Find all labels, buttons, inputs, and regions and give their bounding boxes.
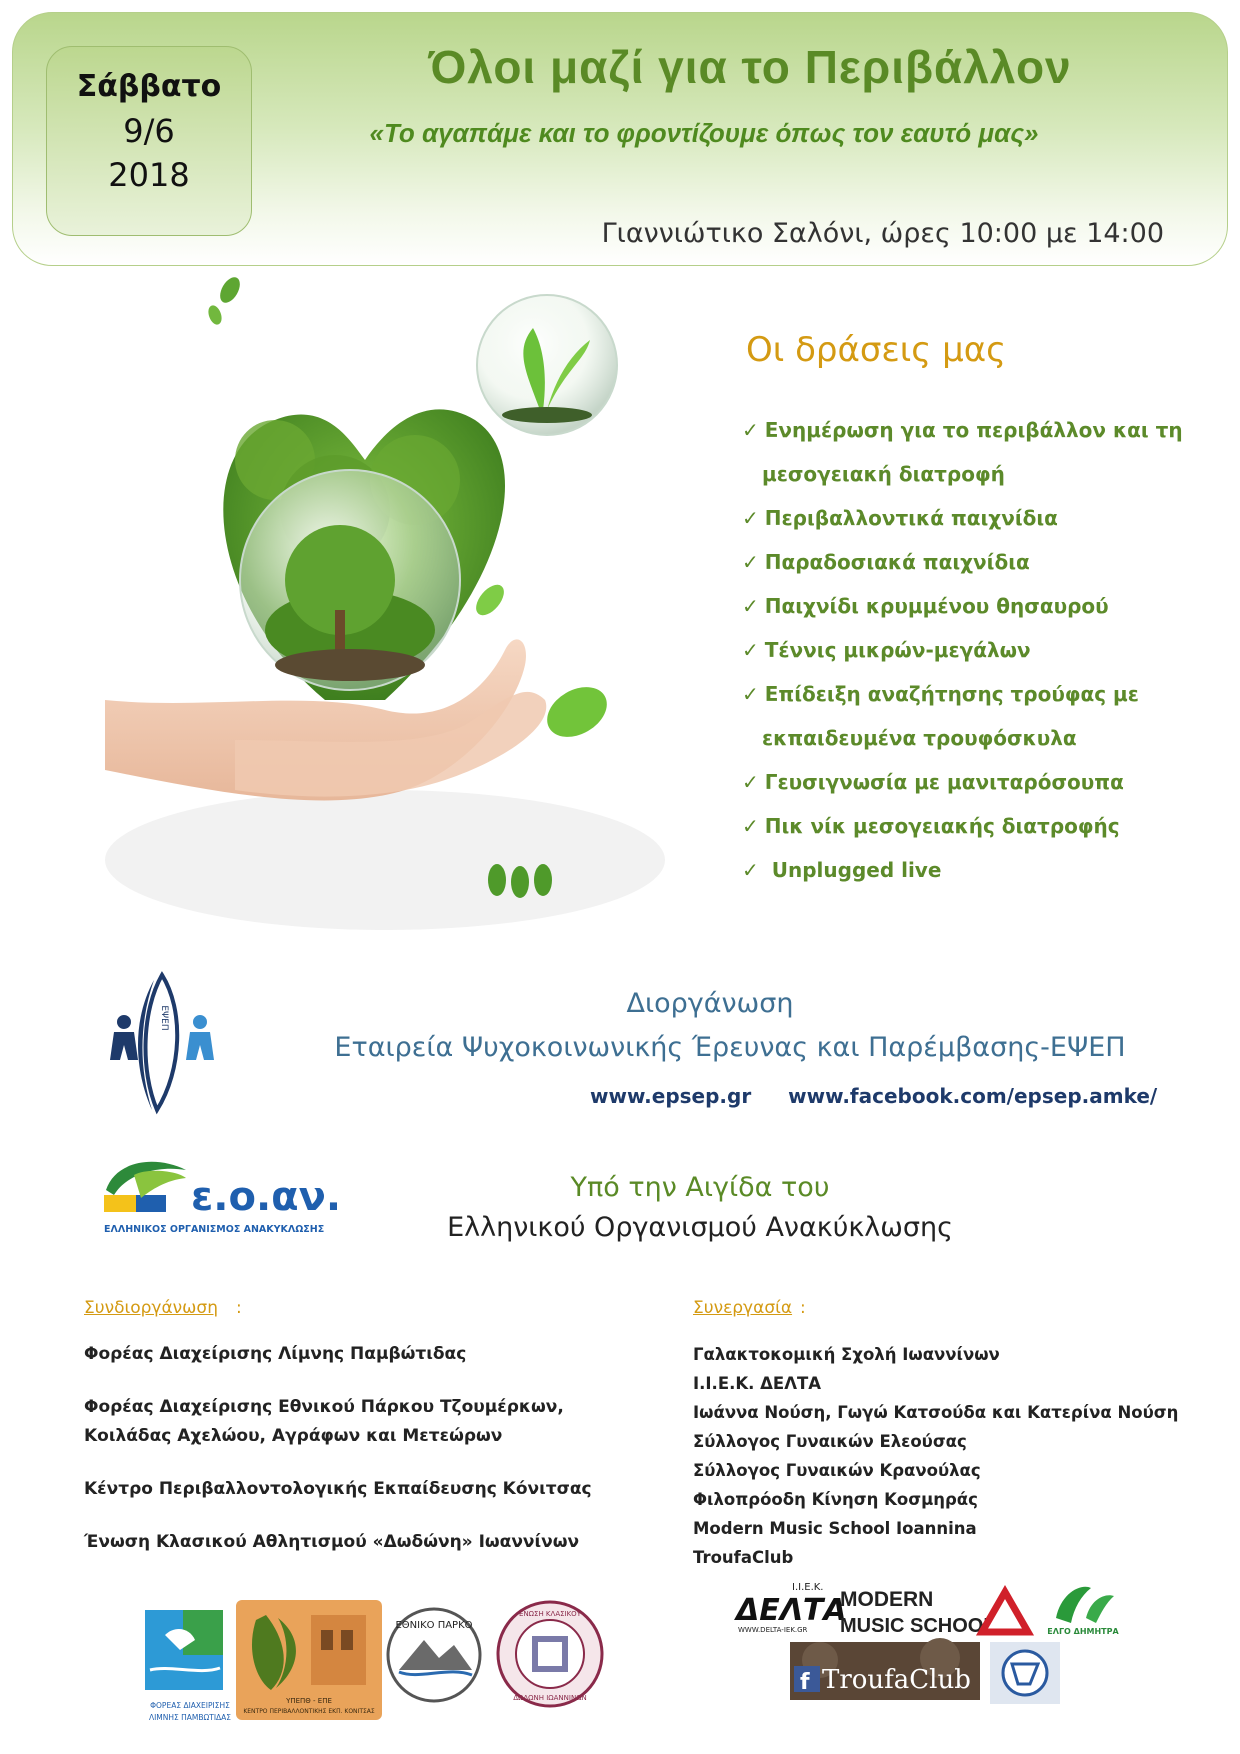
page-title: Όλοι μαζί για το Περιβάλλον <box>428 41 1072 93</box>
date-year: 2018 <box>108 156 190 194</box>
check-icon: ✓ <box>742 814 759 838</box>
dodoni-logo <box>496 1596 604 1712</box>
activity-item: ✓ Παραδοσιακά παιχνίδια <box>742 550 1030 574</box>
date-day: Σάββατο <box>76 69 222 104</box>
check-icon: ✓ <box>742 858 759 882</box>
activity-item: ✓ Τέννις μικρών-μεγάλων <box>742 638 1031 662</box>
list-item: Σύλλογος Γυναικών Κρανούλας <box>693 1461 981 1480</box>
svg-text:WWW.DELTA-IEK.GR: WWW.DELTA-IEK.GR <box>738 1626 808 1634</box>
check-icon: ✓ <box>742 682 759 706</box>
partner-emblem-logo <box>990 1642 1060 1704</box>
modern-music-school-logo <box>838 1584 996 1640</box>
list-item: Γαλακτοκομική Σχολή Ιωαννίνων <box>693 1345 1000 1364</box>
list-item: Ιωάννα Νούση, Γωγώ Κατσούδα και Κατερίνα Νούση <box>693 1403 1179 1422</box>
activity-item: ✓ Πικ νίκ μεσογειακής διατροφής <box>742 814 1120 838</box>
list-item: Φορέας Διαχείρισης Λίμνης Παμβώτιδας <box>84 1344 467 1364</box>
svg-text:ΥΠΕΠΘ - ΕΠΕ: ΥΠΕΠΘ - ΕΠΕ <box>286 1697 332 1705</box>
red-delta-logo <box>978 1588 1032 1636</box>
coorganization-heading: Συνδιοργάνωση <box>84 1298 218 1318</box>
aegis-name: Ελληνικού Οργανισμού Ανακύκλωσης <box>447 1212 953 1243</box>
eoan-logo <box>96 1150 346 1240</box>
svg-text:ΦΟΡΕΑΣ ΔΙΑΧΕΙΡΙΣΗΣ: ΦΟΡΕΑΣ ΔΙΑΧΕΙΡΙΣΗΣ <box>150 1701 230 1710</box>
activity-item: μεσογειακή διατροφή <box>762 462 1005 486</box>
check-icon: ✓ <box>742 638 759 662</box>
list-item: Ι.Ι.Ε.Κ. ΔΕΛΤΑ <box>693 1374 821 1393</box>
organizer-label: Διοργάνωση <box>626 988 794 1019</box>
svg-text:TroufaClub: TroufaClub <box>822 1665 971 1695</box>
activity-item: ✓ Περιβαλλοντικά παιχνίδια <box>742 506 1058 530</box>
svg-text:ΔΕΛΤΑ: ΔΕΛΤΑ <box>736 1593 847 1628</box>
svg-text:MUSIC SCHOOL: MUSIC SCHOOL <box>840 1615 996 1637</box>
svg-text:ε.ο.αν.: ε.ο.αν. <box>191 1174 342 1220</box>
check-icon: ✓ <box>742 506 759 530</box>
svg-text:ΔΩΔΩΝΗ ΙΩΑΝΝΙΝΩΝ: ΔΩΔΩΝΗ ΙΩΑΝΝΙΝΩΝ <box>513 1694 587 1702</box>
date-day-month: 9/6 <box>123 112 175 150</box>
svg-text:MODERN: MODERN <box>840 1588 934 1611</box>
list-item: Κέντρο Περιβαλλοντολογικής Εκπαίδευσης Κόνιτσας <box>84 1479 592 1499</box>
activity-item: ✓ Ενημέρωση για το περιβάλλον και τη <box>742 418 1183 442</box>
hero-illustration <box>85 270 685 942</box>
check-icon: ✓ <box>742 594 759 618</box>
check-icon: ✓ <box>742 550 759 574</box>
svg-text:f: f <box>800 1670 810 1695</box>
pamvotida-logo <box>140 1610 240 1730</box>
kpe-konitsa-logo <box>236 1600 382 1720</box>
svg-text:Ι.Ι.Ε.Κ.: Ι.Ι.Ε.Κ. <box>792 1582 824 1593</box>
list-item: Modern Music School Ioannina <box>693 1519 977 1538</box>
list-item: Φορέας Διαχείρισης Εθνικού Πάρκου Τζουμέρκων, Κοιλάδας Αχελώου, Αγράφων και Μετεώρων <box>84 1397 564 1446</box>
list-item: Σύλλογος Γυναικών Ελεούσας <box>693 1432 967 1451</box>
activities-title: Οι δράσεις μας <box>746 330 1007 370</box>
svg-text:ΛΙΜΝΗΣ ΠΑΜΒΩΤΙΔΑΣ: ΛΙΜΝΗΣ ΠΑΜΒΩΤΙΔΑΣ <box>148 1713 232 1722</box>
svg-text:ΚΕΝΤΡΟ ΠΕΡΙΒΑΛΛΟΝΤΙΚΗΣ ΕΚΠ. ΚΟ: ΚΕΝΤΡΟ ΠΕΡΙΒΑΛΛΟΝΤΙΚΗΣ ΕΚΠ. ΚΟΝΙΤΣΑΣ <box>243 1708 375 1715</box>
check-icon: ✓ <box>742 770 759 794</box>
facebook-link[interactable]: www.facebook.com/epsep.amke/ <box>788 1084 1158 1108</box>
elgo-dimitra-logo <box>1046 1578 1120 1642</box>
check-icon: ✓ <box>742 418 759 442</box>
venue-text: Γιαννιώτικο Σαλόνι, ώρες 10:00 με 14:00 <box>601 218 1164 249</box>
aegis-label: Υπό την Αιγίδα του <box>570 1172 830 1203</box>
svg-text:ΕΛΓΟ ΔΗΜΗΤΡΑ: ΕΛΓΟ ΔΗΜΗΤΡΑ <box>1047 1627 1119 1636</box>
activity-item: ✓ Παιχνίδι κρυμμένου θησαυρού <box>742 594 1109 618</box>
activity-item: ✓ Unplugged live <box>742 858 942 882</box>
cooperation-list <box>693 1340 1213 1572</box>
svg-text:ΕΘΝΙΚΟ ΠΑΡΚΟ: ΕΘΝΙΚΟ ΠΑΡΚΟ <box>395 1620 473 1631</box>
troufaclub-logo <box>790 1642 980 1700</box>
organizer-name: Εταιρεία Ψυχοκοινωνικής Έρευνας και Παρέμβασης-ΕΨΕΠ <box>334 1032 1126 1063</box>
activities-list <box>742 408 1212 892</box>
list-item: TroufaClub <box>693 1548 794 1567</box>
cooperation-heading: Συνεργασία <box>693 1298 793 1318</box>
delta-iek-logo <box>732 1580 847 1636</box>
activity-item: ✓ Επίδειξη αναζήτησης τρούφας με <box>742 682 1139 706</box>
list-item: Ένωση Κλασικού Αθλητισμού «Δωδώνη» Ιωαννίνων <box>84 1532 580 1552</box>
page-subtitle: «Το αγαπάμε και το φροντίζουμε όπως τον εαυτό μας» <box>369 118 1039 148</box>
list-item: Φιλοπρόοδη Κίνηση Κοσμηράς <box>693 1490 978 1509</box>
svg-text:ΕΝΩΣΗ ΚΛΑΣΙΚΟΥ: ΕΝΩΣΗ ΚΛΑΣΙΚΟΥ <box>519 1610 581 1618</box>
activity-item: ✓ Γευσιγνωσία με μανιταρόσουπα <box>742 770 1124 794</box>
date-box <box>46 46 252 236</box>
coorganization-list <box>84 1340 644 1581</box>
ethniko-parko-logo <box>384 1600 484 1710</box>
activity-item: εκπαιδευμένα τρουφόσκυλα <box>762 726 1077 750</box>
heading-colon: : <box>236 1298 242 1318</box>
website-link[interactable]: www.epsep.gr <box>590 1084 752 1108</box>
heading-colon: : <box>800 1298 806 1318</box>
epsep-logo <box>102 970 222 1115</box>
organizer-links <box>590 1084 1187 1108</box>
svg-text:ΕΛΛΗΝΙΚΟΣ ΟΡΓΑΝΙΣΜΟΣ ΑΝΑΚΥΚΛΩΣ: ΕΛΛΗΝΙΚΟΣ ΟΡΓΑΝΙΣΜΟΣ ΑΝΑΚΥΚΛΩΣΗΣ <box>104 1224 325 1235</box>
svg-text:ΕΨΕΠ: ΕΨΕΠ <box>159 1005 169 1031</box>
